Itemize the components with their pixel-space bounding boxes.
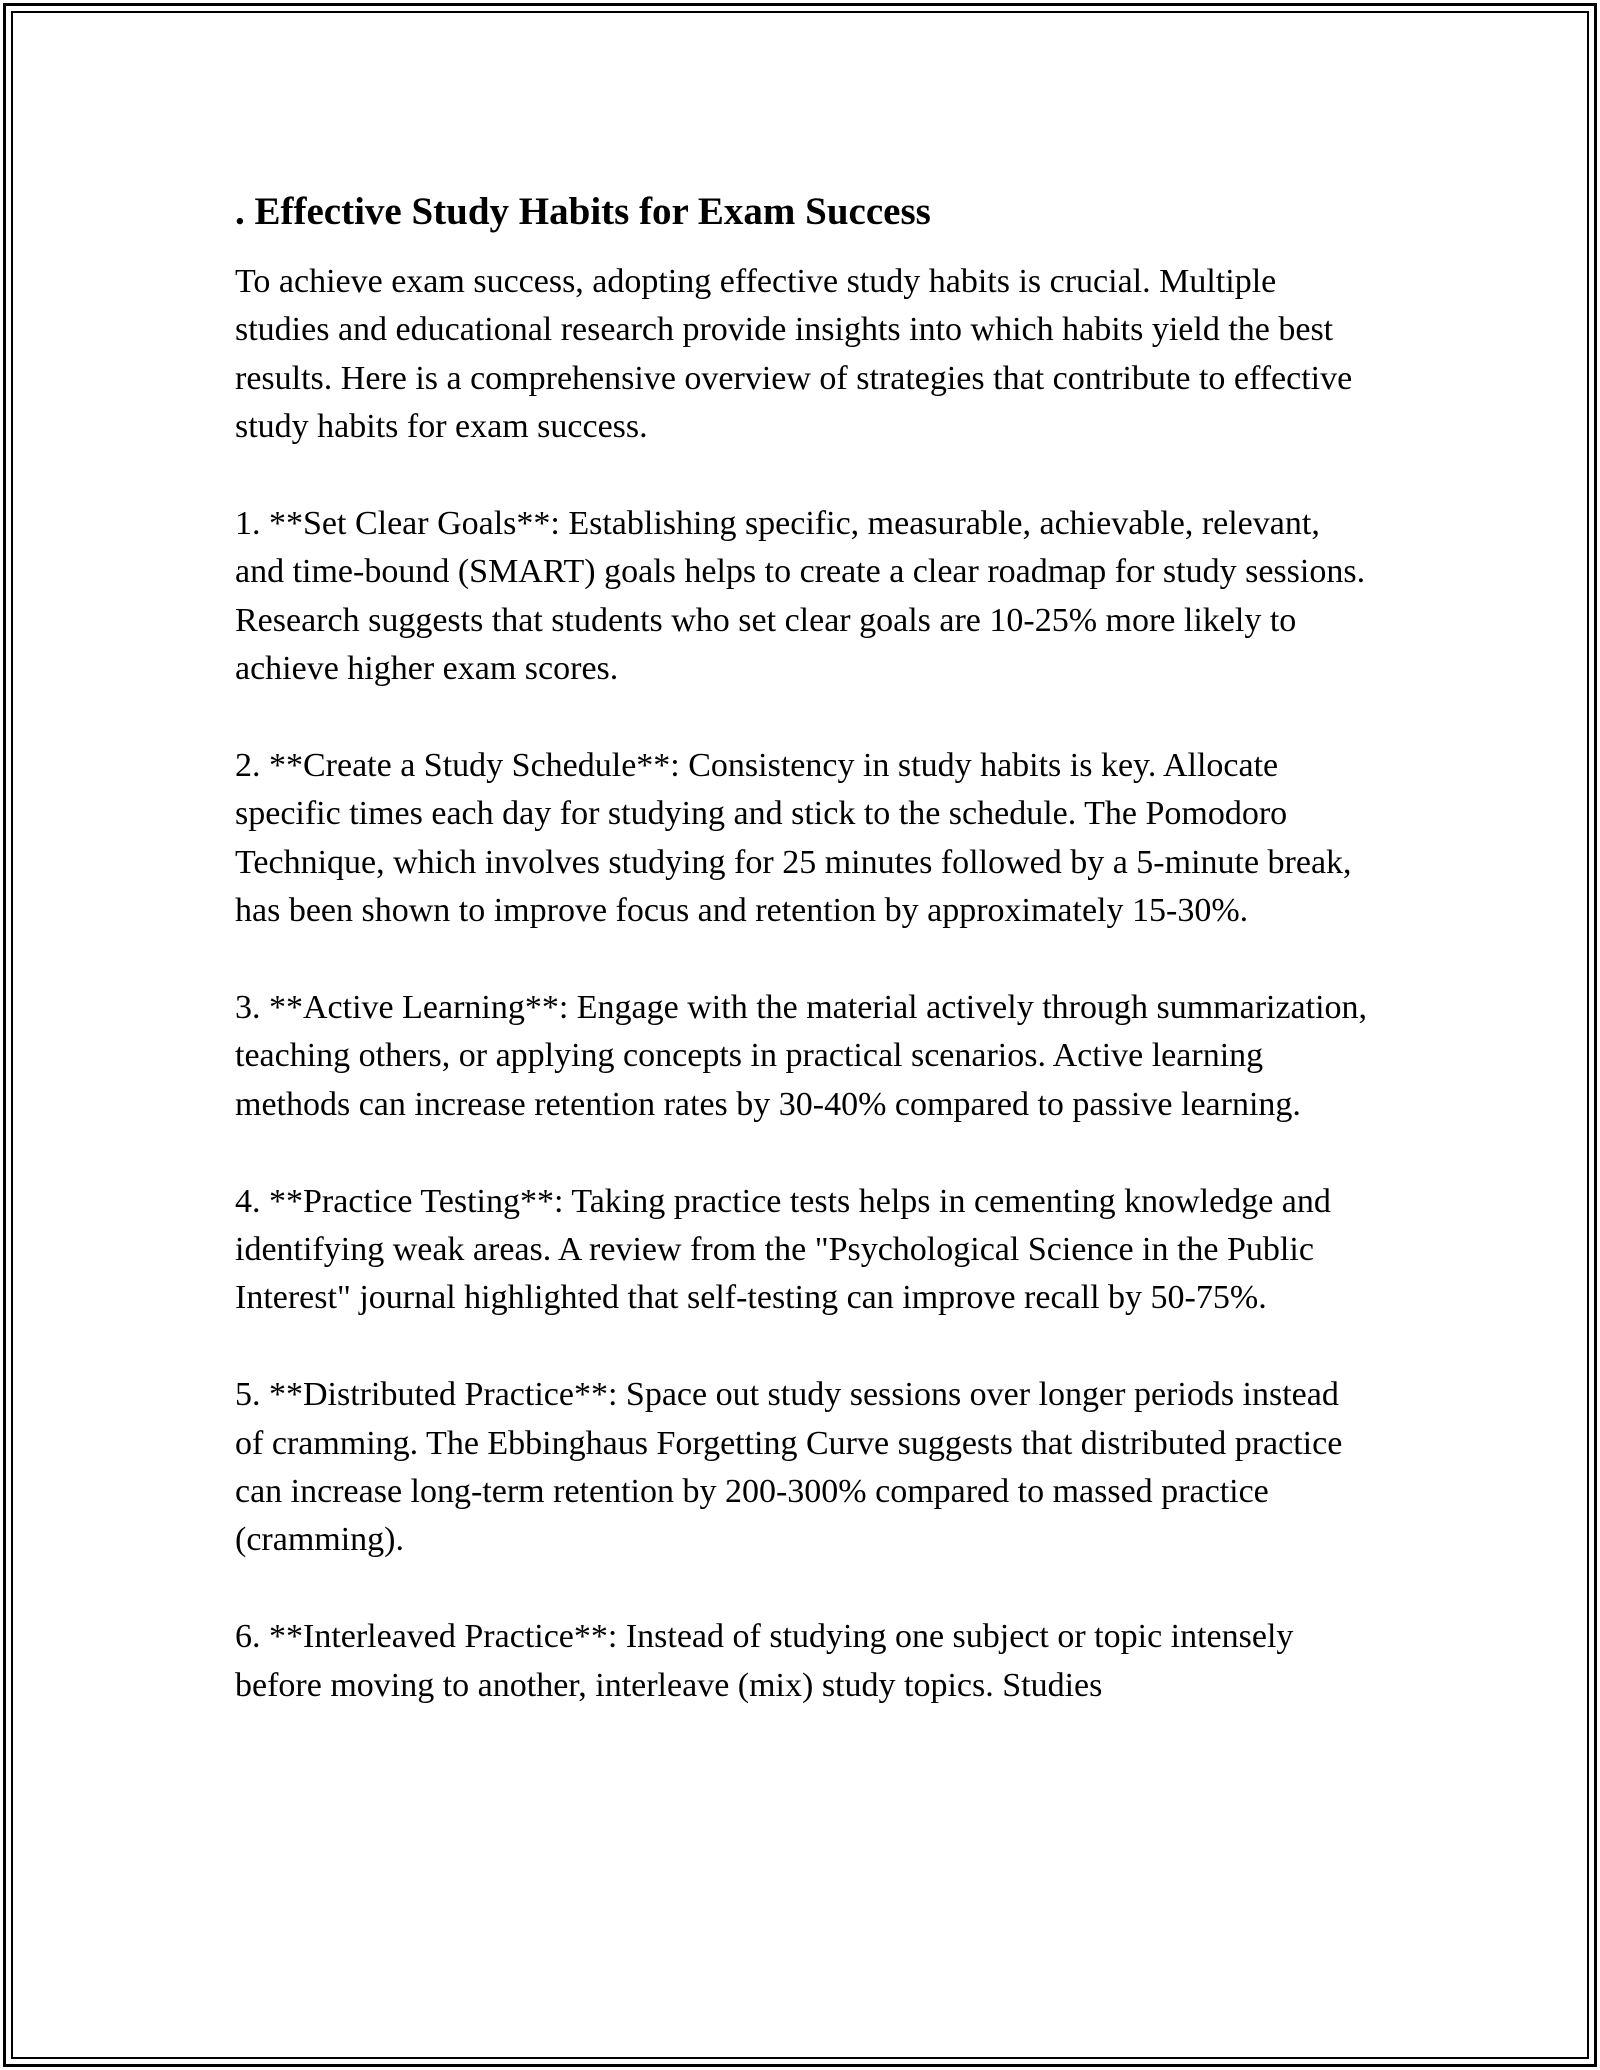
paragraph-study-schedule: 2. **Create a Study Schedule**: Consistency in study habits is key. Allocate specific times each day for studying and stick to the schedule. The Pomodoro Technique, which involves studying for 25 minutes followed by a 5-minute break, has been shown to improve focus and retention by approximately 15-30%. [235,747,1352,930]
paragraph-distributed-practice: 5. **Distributed Practice**: Space out study sessions over longer periods instead of cramming. The Ebbinghaus Forgetting Curve suggests that distributed practice can increase long-term retention by 200-300% compared to massed practice (cramming). [235,1376,1343,1559]
paragraph-practice-testing: 4. **Practice Testing**: Taking practice tests helps in cementing knowledge and identifying weak areas. A review from the "Psychological Science in the Public Interest" journal highlighted that self-testing can improve recall by 50-75%. [235,1182,1331,1317]
document-body [235,186,1375,1710]
document-title: . Effective Study Habits for Exam Success [235,190,931,233]
paragraph-interleaved-practice: 6. **Interleaved Practice**: Instead of studying one subject or topic intensely before moving to another, interleave (mix) study topics. Studies [235,1618,1294,1704]
paragraph-set-clear-goals: 1. **Set Clear Goals**: Establishing specific, measurable, achievable, relevant, and time-bound (SMART) goals helps to create a clear roadmap for study sessions. Research suggests that students who set clear goals are 10-25% more likely to achieve higher exam scores. [235,505,1366,688]
intro-paragraph: To achieve exam success, adopting effective study habits is crucial. Multiple studies and educational research provide insights into which habits yield the best results. Here is a comprehensive overview of strategies that contribute to effective study habits for exam success. [235,263,1353,446]
paragraph-active-learning: 3. **Active Learning**: Engage with the material actively through summarization, teaching others, or applying concepts in practical scenarios. Active learning methods can increase retention rates by 30-40% compared to passive learning. [235,989,1368,1123]
